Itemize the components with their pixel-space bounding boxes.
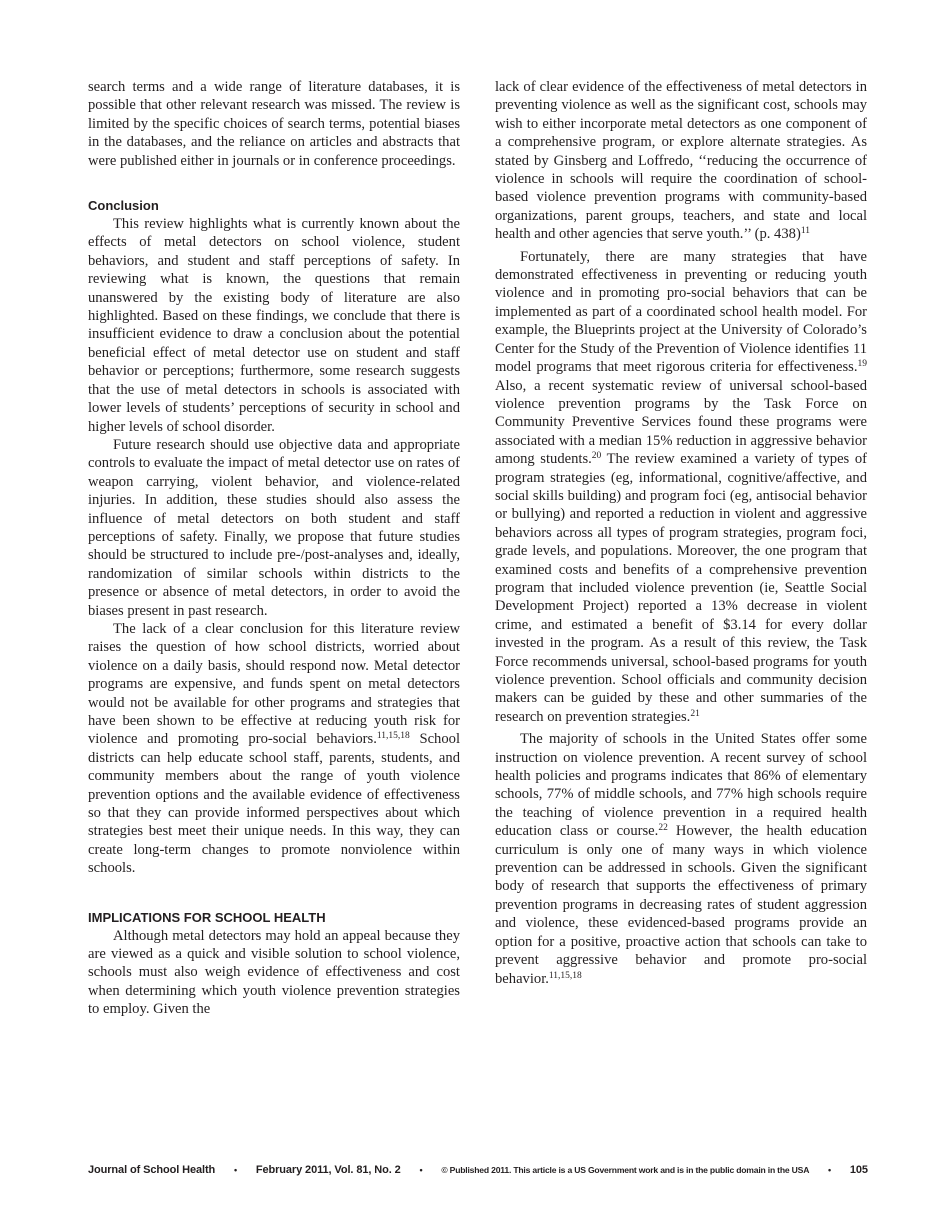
conclusion-paragraph-3-text-b: School districts can help educate school staff, parents, students, and community members about the range of youth violence prevention options and the available evidence of effectiveness so that they can provide informed perspectives about which strategies best meet their unique needs. In this way, they can create long-term changes to promote nonviolence within schools. [88, 731, 461, 877]
footer-page-number: 105 [849, 1164, 868, 1176]
conclusion-paragraph-2: Future research should use objective data and appropriate controls to evaluate the impact of metal detector use on rates of weapon carrying, violent behavior, and violence-related injuries. In addition, these studies should also assess the influence of metal detectors on both student and staff perceptions of safety. Finally, we propose that future studies should be structured to include pre-/post-analyses and, ideally, randomization of similar schools within districts to the presence or absence of metal detectors, in order to avoid the biases present in past research. [88, 436, 460, 619]
footer-copyright: © Published 2011. This article is a US Government work and is in the public domain in the USA [441, 1165, 810, 1175]
implications-paragraph-1: Although metal detectors may hold an appeal because they are viewed as a quick and visible solution to school violence, schools must also weigh evidence of effectiveness and cost when determining which youth violence prevention strategies to employ. Given the [88, 927, 460, 1018]
right-column [495, 78, 867, 988]
conclusion-paragraph-3 [88, 620, 460, 878]
strategies-paragraph-text-b: Also, a recent systematic review of universal school-based violence prevention programs by the Task Force on Community Preventive Services found these programs were associated with a median 15% reduction in aggressive behavior among students. [495, 377, 867, 468]
schools-paragraph [495, 730, 867, 988]
left-column [88, 78, 460, 1019]
citation-superscript: 11,15,18 [548, 970, 582, 981]
footer-bullet: • [233, 1165, 238, 1175]
page-footer [88, 1164, 868, 1176]
footer-bullet: • [419, 1165, 423, 1175]
continued-paragraph [495, 78, 867, 244]
conclusion-paragraph-3-text-a: The lack of a clear conclusion for this literature review raises the question of how school districts, worried about violence on a daily basis, should respond now. Metal detector programs are expensive, and funds spent on metal detectors would not be available for other programs and strategies that have been shown to be effective at reducing youth risk for violence and promoting pro-social behaviors. [88, 620, 460, 748]
citation-superscript: 11 [800, 226, 810, 237]
citation-superscript: 20 [591, 451, 602, 462]
citation-superscript: 11,15,18 [376, 731, 410, 742]
footer-issue: February 2011, Vol. 81, No. 2 [255, 1164, 401, 1176]
conclusion-heading: Conclusion [88, 198, 159, 214]
citation-superscript: 21 [690, 708, 700, 719]
intro-paragraph: search terms and a wide range of literature databases, it is possible that other relevant research was missed. The review is limited by the specific choices of search terms, potential biases in the databases, and the reliance on articles and abstracts that were published either in journals or in conference proceedings. [88, 79, 460, 169]
schools-paragraph-text-a: The majority of schools in the United States offer some instruction on violence prevention. A recent survey of school health policies and programs indicates that 86% of elementary schools, 77% of middle schools, and 77% high schools require the teaching of violence prevention in a required health education class or course. [495, 731, 867, 840]
strategies-paragraph-text-a: Fortunately, there are many strategies that have demonstrated effectiveness in preventing or reducing youth violence and in promoting pro-social behaviors that can be implemented as part of a coordinated school health model. For example, the Blueprints project at the University of Colorado’s Center for the Study of the Prevention of Violence identifies 11 model programs that meet rigorous criteria for effectiveness. [495, 248, 867, 376]
continued-paragraph-text: lack of clear evidence of the effectiveness of metal detectors in preventing violence as well as the significant cost, schools may wish to either incorporate metal detectors as one component of a comprehensive program, or explore alternate strategies. As stated by Ginsberg and Loffredo, ‘‘reducing the occurrence of violence in schools will require the coordination of school-based violence prevention programs with community-based organizations, parent groups, teachers, and state and local health and other agencies that serve youth.’’ (p. 438) [495, 79, 867, 243]
conclusion-paragraph-1: This review highlights what is currently known about the effects of metal detectors on school violence, student behaviors, and student and staff perceptions of safety. In reviewing what is known, the questions that remain unanswered by the existing body of literature are also highlighted. Based on these findings, we conclude that there is insufficient evidence to draw a conclusion about the potential beneficial effect of metal detector use on student and staff behavior or perceptions; furthermore, some research suggests that the use of metal detectors in schools is associated with lower levels of students’ perceptions of security in school and higher levels of school disorder. [88, 216, 460, 435]
citation-superscript: 22 [658, 823, 668, 834]
implications-heading: IMPLICATIONS FOR SCHOOL HEALTH [88, 909, 326, 925]
citation-superscript: 19 [857, 359, 867, 370]
footer-bullet: • [828, 1165, 832, 1175]
footer-journal-name: Journal of School Health [88, 1164, 216, 1176]
strategies-paragraph [495, 248, 867, 727]
schools-paragraph-text-b: However, the health education curriculum is only one of many ways in which violence prevention can be addressed in schools. Given the significant body of research that supports the effectiveness of primary prevention programs in decreasing rates of student aggression and violence, these evidenced-based programs provide an option for a positive, proactive action that schools can take to prevent aggressive behavior and promote pro-social behavior. [495, 823, 867, 987]
strategies-paragraph-text-c: The review examined a variety of types of program strategies (eg, informational, cognitive/affective, and social skills building) and program foci (eg, antisocial behavior or bullying) and reported a reduction in violent and aggressive behaviors across all types of program strategies, program foci, grade levels, and populations. Moreover, the one program that examined costs and benefits of a comprehensive prevention program that included violence prevention (ie, Seattle Social Development Project) reported a 13% decrease in violent crime, and estimated a benefit of $3.14 for every dollar invested in the program. As a result of this review, the Task Force recommends universal, school-based programs for youth violence prevention. School officials and community decision makers can be guided by these and other summaries of the research on prevention strategies. [495, 451, 867, 725]
